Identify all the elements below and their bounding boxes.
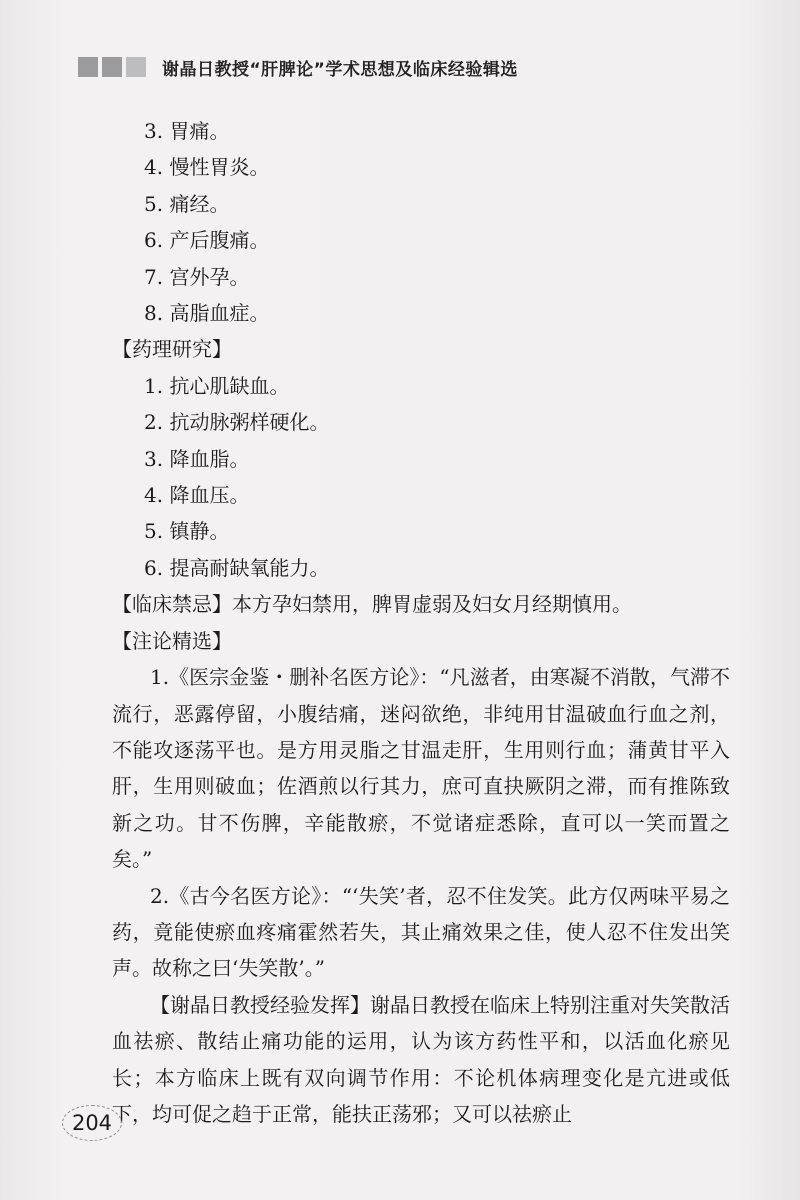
indication-item: 5. 痛经。 [144, 191, 230, 216]
indication-item: 7. 宫外孕。 [144, 264, 250, 289]
indication-item: 8. 高脂血症。 [144, 301, 270, 326]
running-header [78, 52, 518, 82]
contraindications-heading: 【临床禁忌】 [112, 592, 232, 617]
running-header-title: 谢晶日教授“肝脾论”学术思想及临床经验辑选 [162, 59, 518, 80]
header-decoration [78, 57, 146, 77]
header-square [126, 57, 146, 77]
header-square [78, 57, 98, 77]
contraindications-paragraph [112, 586, 730, 622]
commentary-heading: 【注论精选】 [112, 628, 232, 653]
indication-item: 6. 产后腹痛。 [144, 228, 270, 253]
pharmacology-item: 4. 降血压。 [144, 483, 250, 508]
pharmacology-item: 3. 降血脂。 [144, 446, 250, 471]
pharmacology-item: 6. 提高耐缺氧能力。 [144, 555, 330, 580]
pharmacology-heading: 【药理研究】 [112, 337, 232, 362]
pharmacology-item: 1. 抗心肌缺血。 [144, 373, 290, 398]
commentary-paragraph: 1.《医宗金鉴・删补名医方论》：“凡滋者，由寒凝不消散，气滞不流行，恶露停留，小腹结痛，迷闷欲绝，非纯用甘温破血行血之剂，不能攻逐荡平也。是方用灵脂之甘温走肝，生用则行血；蒲黄甘平入肝，生用则破血；佐酒煎以行其力，庶可直抉厥阴之滞，而有推陈致新之功。甘不伤脾，辛能散瘀，不觉诸症悉除，直可以一笑而置之矣。” [112, 665, 730, 872]
pharmacology-item: 5. 镇静。 [144, 519, 230, 544]
page-body [112, 113, 730, 1132]
header-square [102, 57, 122, 77]
experience-paragraph [112, 987, 730, 1133]
pharmacology-item: 2. 抗动脉粥样硬化。 [144, 410, 330, 435]
experience-heading: 【谢晶日教授经验发挥】 [150, 992, 370, 1017]
commentary-paragraph: 2.《古今名医方论》：“‘失笑’者，忍不住发笑。此方仅两味平易之药，竟能使瘀血疼痛霍然若失，其止痛效果之佳，使人忍不住发出笑声。故称之曰‘失笑散’。” [112, 883, 730, 981]
indication-item: 4. 慢性胃炎。 [144, 155, 270, 180]
indication-item: 3. 胃痛。 [144, 119, 230, 143]
contraindications-text: 本方孕妇禁用，脾胃虚弱及妇女月经期慎用。 [232, 592, 632, 617]
experience-text: 谢晶日教授在临床上特别注重对失笑散活血祛瘀、散结止痛功能的运用，认为该方药性平和，以活血化瘀见长；本方临床上既有双向调节作用：不论机体病理变化是亢进或低下，均可促之趋于正常，能扶正荡邪；又可以祛瘀止 [112, 992, 730, 1126]
page-number: 204 [62, 1105, 122, 1141]
